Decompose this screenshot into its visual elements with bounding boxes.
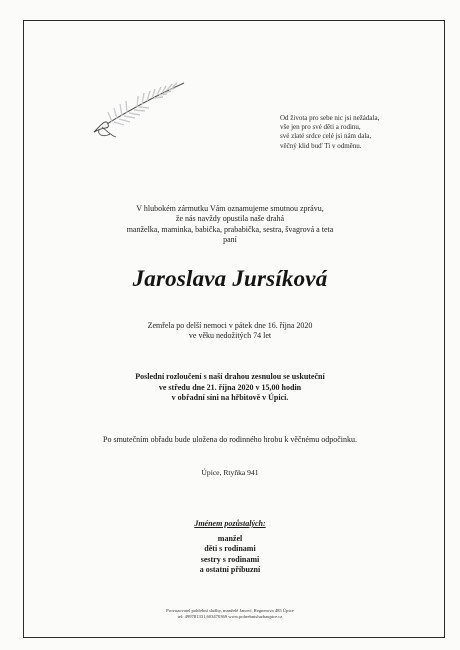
mourner-item: sestry s rodinami <box>200 554 260 564</box>
mourners-heading: Jménem pozůstalých: <box>194 519 266 528</box>
footer-line: tel: 499781331,603470369 www.pohrebnisluzbaupice.cz <box>177 614 283 619</box>
footer-line: Provozovatel pohřební služby, manželé Janoví, Regnerova 485 Úpice <box>166 608 294 613</box>
address: Úpice, Rtyňka 941 <box>201 468 259 477</box>
funeral-service-footer <box>0 608 460 620</box>
farewell-line: ve středu dne 21. října 2020 v 15,00 hodin <box>158 382 302 392</box>
mourner-item: manžel <box>217 534 243 543</box>
deceased-name: Jaroslava Jursíková <box>132 266 328 291</box>
announcement <box>0 204 460 246</box>
poem-line: vše jen pro své děti a rodinu, <box>280 123 361 132</box>
poem <box>280 114 410 151</box>
death-info <box>0 321 460 341</box>
poem-line: Od života pro sebe nic jsi nežádala, <box>280 114 380 122</box>
farewell-line: v obřadní síni na hřbitově v Úpici. <box>171 393 289 403</box>
mourners-list <box>0 534 460 576</box>
announcement-line: paní <box>223 235 237 245</box>
burial-note: Po smutečním obřadu bude uložena do rodinného hrobu k věčnému odpočinku. <box>103 435 357 444</box>
mourner-item: a ostatní příbuzní <box>199 565 261 575</box>
announcement-line: V hlubokém zármutku Vám oznamujeme smutnou zprávu, <box>136 204 324 213</box>
poem-line: své zlaté srdce celé jsi nám dala, <box>280 132 372 141</box>
announcement-line: manželka, maminka, babička, prababička, sestra, švagrová a teta <box>126 224 334 234</box>
farewell-line: Poslední rozloučení s naší drahou zesnulou se uskuteční <box>135 372 325 381</box>
mourner-item: děti s rodinami <box>204 544 256 554</box>
announcement-line: že nás navždy opustila naše drahá <box>175 214 285 224</box>
farewell-details <box>0 372 460 404</box>
death-info-line: ve věku nedožitých 74 let <box>188 331 272 341</box>
death-info-line: Zemřela po delší nemoci v pátek dne 16. října 2020 <box>147 321 313 330</box>
poem-line: věčný klid buď Ti v odměnu. <box>280 141 362 150</box>
palm-branch-ribbon-icon <box>86 80 188 138</box>
